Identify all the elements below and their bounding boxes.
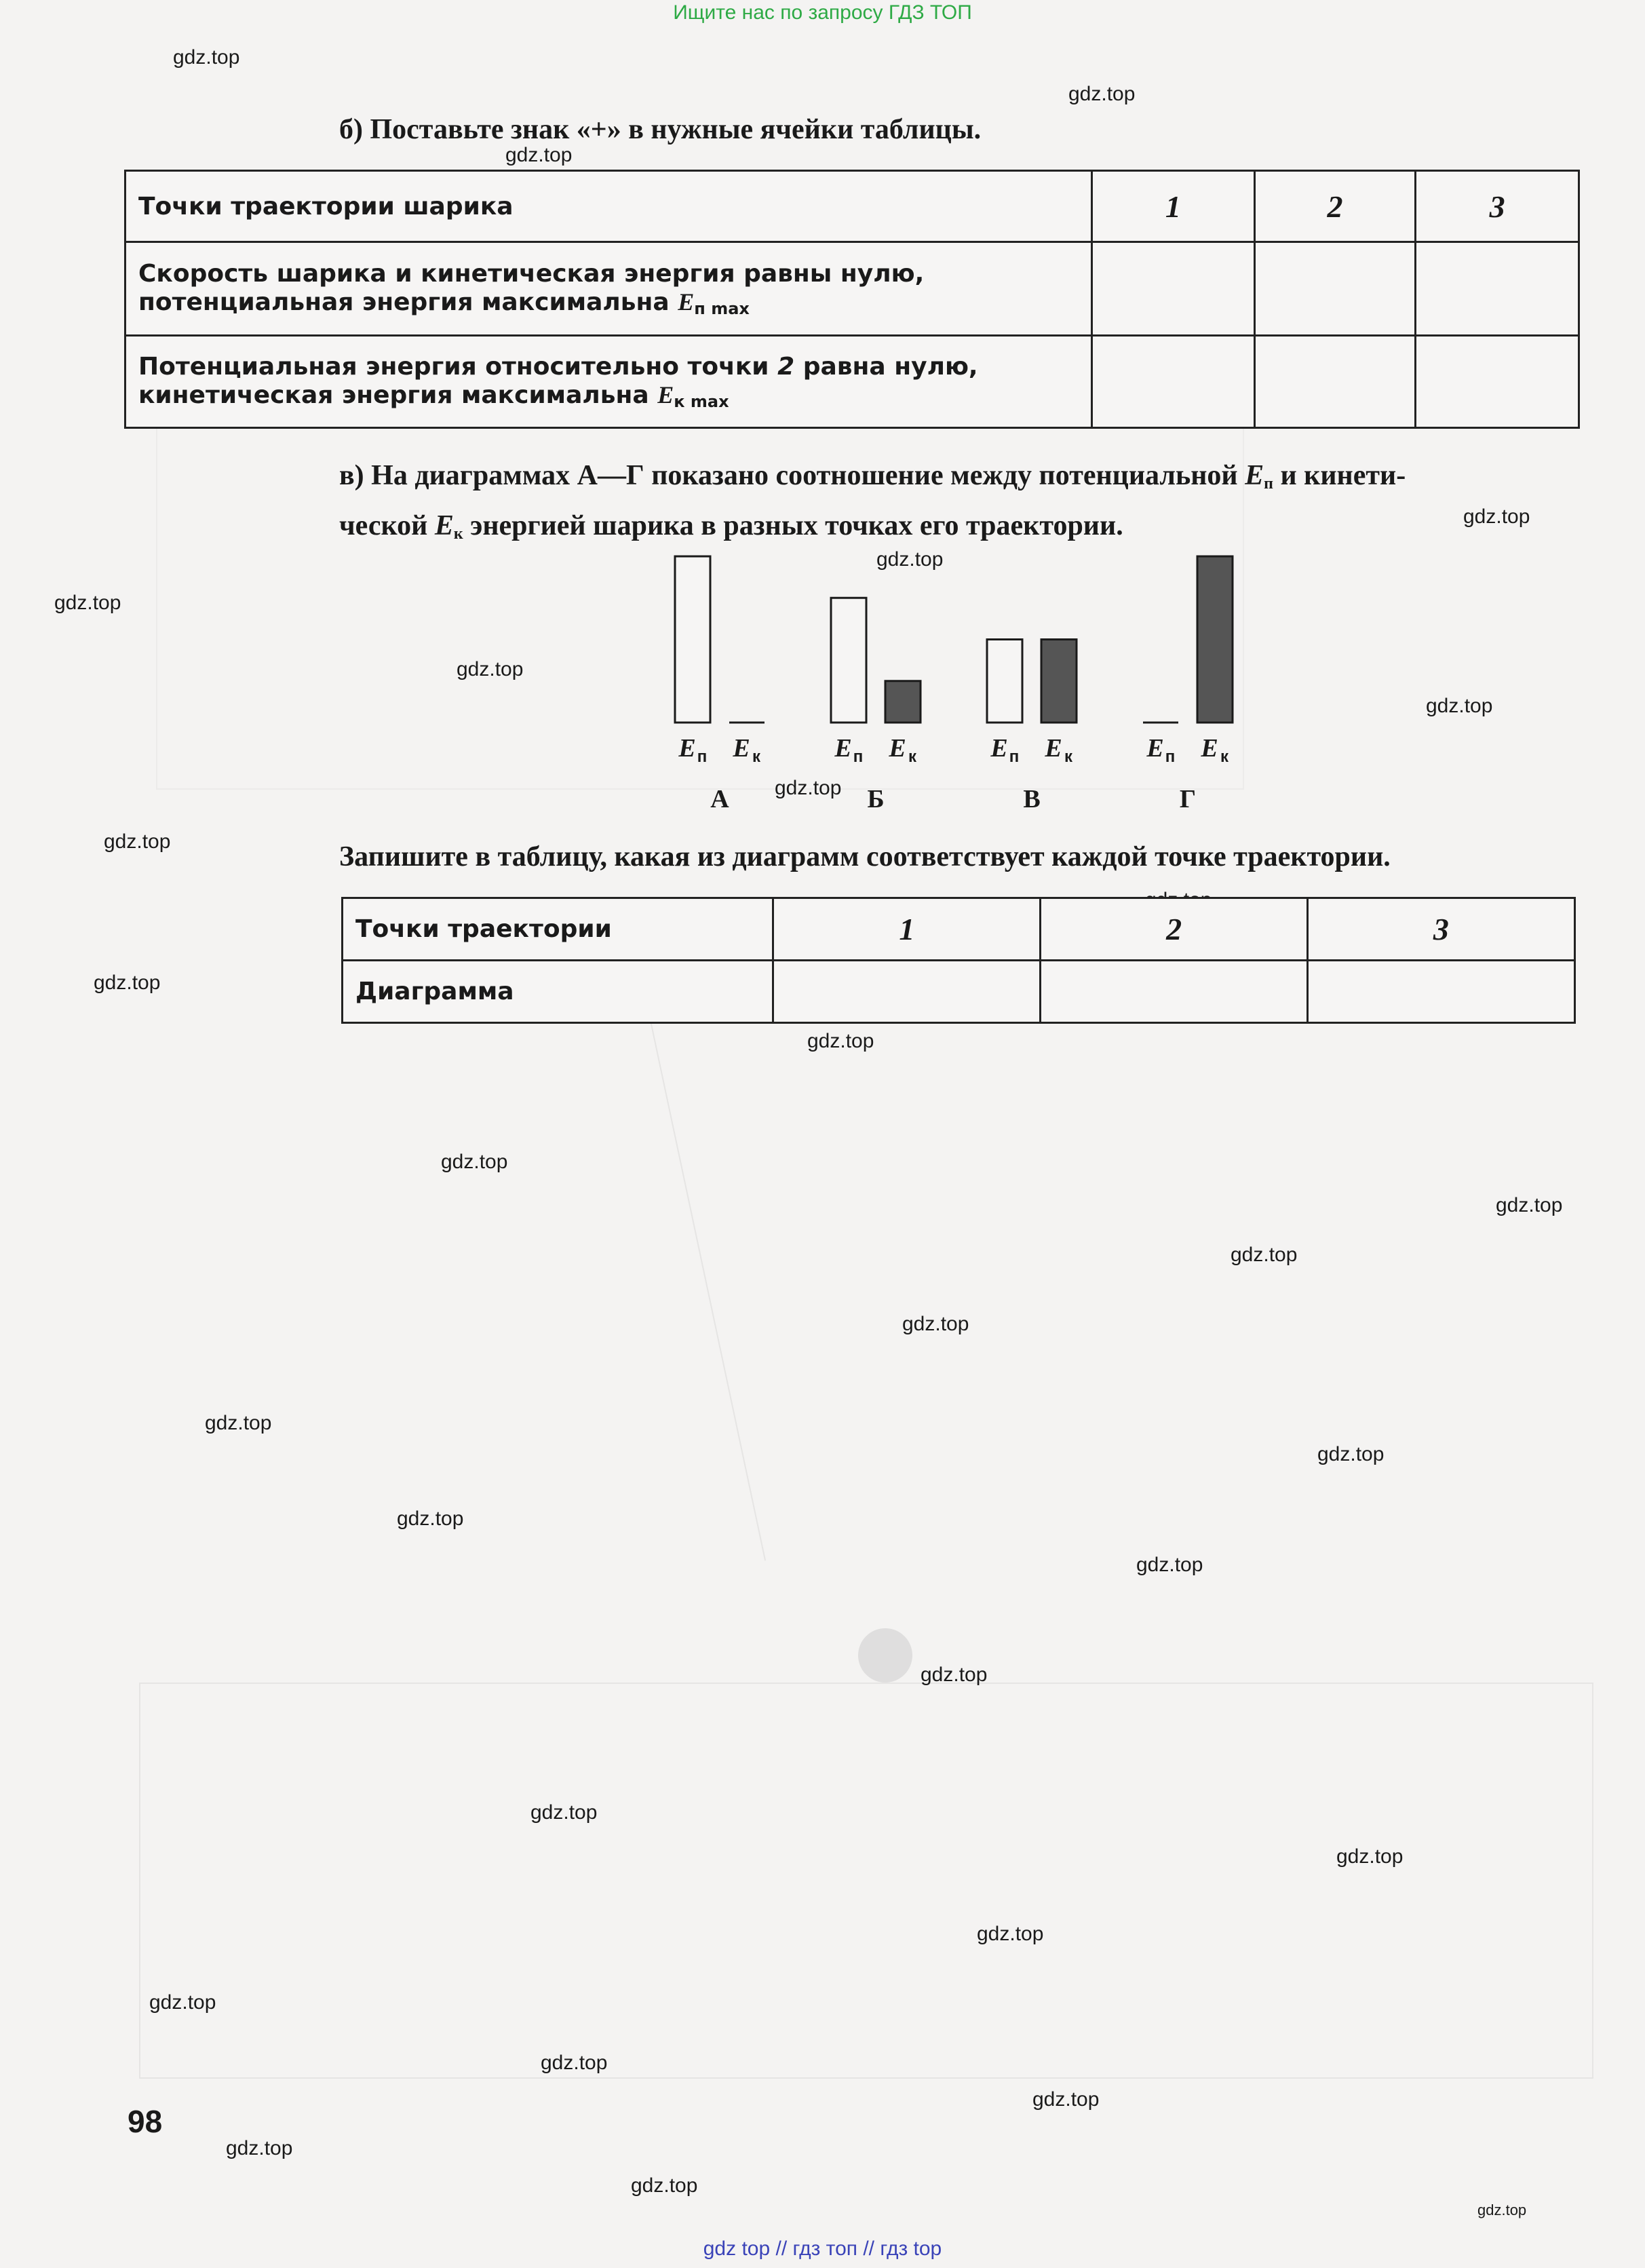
bar-ek-1 (885, 681, 921, 723)
bottom-banner[interactable]: gdz top // гдз топ // гдз top (703, 2237, 942, 2260)
diagram-table-point-2: 2 (1041, 898, 1307, 961)
watermark: gdz.top (1463, 505, 1530, 528)
bar-label-sub-ep-3: п (1165, 748, 1176, 766)
watermark: gdz.top (94, 972, 161, 994)
answer-cell-row1-point3[interactable] (1416, 242, 1579, 336)
watermark: gdz.top (441, 1151, 508, 1173)
row1-line1: Скорость шарика и кинетическая энергия равны нулю, (138, 259, 925, 288)
watermark: gdz.top (1317, 1443, 1385, 1465)
row2-line2: кинетическая энергия максимальна $E_{к max}$ (138, 381, 729, 411)
watermark: gdz.top (541, 2052, 608, 2074)
diagram-table-point-3: 3 (1307, 898, 1574, 961)
bleed-table (139, 1683, 1593, 2079)
answer-cell-row1-point1[interactable] (1092, 242, 1255, 336)
diagram-answer-point2[interactable] (1041, 961, 1307, 1023)
answer-cell-row2-point2[interactable] (1254, 336, 1416, 428)
section-b-heading: б) Поставьте знак «+» в нужные ячейки таблицы. (339, 114, 982, 145)
bar-label-ek-1: E (889, 734, 906, 763)
energy-table-header-row (125, 171, 1579, 242)
energy-table-point-1: 1 (1092, 171, 1255, 242)
watermark: gdz.top (530, 1801, 598, 1824)
table2-instruction: Запишите в таблицу, какая из диаграмм соответствует каждой точке траектории. (339, 841, 1391, 872)
diagram-category-label: Б (867, 785, 885, 813)
watermark: gdz.top (457, 658, 524, 680)
energy-table-point-2: 2 (1254, 171, 1416, 242)
energy-table-point-3: 3 (1416, 171, 1579, 242)
bar-label-sub-ek-2: к (1064, 748, 1073, 766)
row2-line1: Потенциальная энергия относительно точки 2 равна нулю, (138, 352, 978, 381)
energy-table-row2-label (125, 336, 1092, 428)
watermark: gdz.top (1068, 83, 1136, 105)
top-banner[interactable]: Ищите нас по запросу ГДЗ ТОП (673, 1, 972, 24)
diagram-answer-point1[interactable] (773, 961, 1041, 1023)
watermark: gdz.top (397, 1507, 464, 1530)
answer-cell-row2-point3[interactable] (1416, 336, 1579, 428)
section-v-line1: в) На диаграммах А—Г показано соотношение между потенциальной $E_п$ и кинети- (339, 460, 1406, 493)
watermark: gdz.top (149, 1991, 216, 2014)
watermark: gdz.top (1426, 695, 1493, 717)
bar-label-sub-ek-3: к (1220, 748, 1229, 766)
bar-label-sub-ep-2: п (1009, 748, 1020, 766)
watermark: gdz.top (54, 592, 121, 614)
watermark: gdz.top (1032, 2088, 1100, 2111)
watermark: gdz.top (902, 1313, 969, 1335)
bar-label-sub-ek-0: к (752, 748, 761, 766)
watermark: gdz.top (1496, 1194, 1563, 1216)
bar-label-sub-ep-0: п (697, 748, 708, 766)
bar-ep-1 (831, 598, 866, 723)
watermark: gdz.top (205, 1412, 272, 1434)
bar-ep-2 (987, 640, 1022, 723)
watermark: gdz.top (631, 2174, 698, 2197)
watermark: gdz.top (1477, 2202, 1527, 2218)
watermark: gdz.top (775, 777, 842, 799)
energy-table-row1-label (125, 242, 1092, 336)
diagram-table-header-label: Точки траектории (343, 898, 773, 961)
bar-ek-3 (1197, 556, 1233, 723)
energy-table (124, 170, 1580, 429)
watermark: gdz.top (977, 1923, 1044, 1945)
energy-diagrams-chart (651, 529, 1275, 828)
diagram-table-row-label: Диаграмма (343, 961, 773, 1023)
bar-label-ep-0: E (678, 734, 696, 763)
watermark: gdz.top (1231, 1244, 1298, 1266)
bar-ek-2 (1041, 640, 1077, 723)
bar-label-sub-ep-1: п (853, 748, 864, 766)
diagram-category-label: А (710, 785, 729, 813)
watermark: gdz.top (1336, 1845, 1404, 1868)
bleed-pendulum (638, 963, 766, 1561)
bar-label-ek-0: E (733, 734, 750, 763)
answer-cell-row1-point2[interactable] (1254, 242, 1416, 336)
bar-label-ek-3: E (1201, 734, 1218, 763)
watermark: gdz.top (173, 46, 240, 69)
watermark: gdz.top (505, 144, 573, 166)
watermark: gdz.top (226, 2137, 293, 2159)
row1-line2: потенциальная энергия максимальна $E_{п max}$ (138, 288, 750, 318)
diagram-table-row (343, 961, 1575, 1023)
diagram-category-label: Г (1179, 785, 1197, 813)
watermark: gdz.top (876, 548, 944, 571)
page-number: 98 (128, 2104, 163, 2139)
bar-label-sub-ek-1: к (908, 748, 917, 766)
watermark: gdz.top (1136, 1554, 1203, 1576)
diagram-table-point-1: 1 (773, 898, 1041, 961)
watermark: gdz.top (807, 1030, 874, 1052)
bar-label-ep-3: E (1146, 734, 1164, 763)
diagram-answer-point3[interactable] (1307, 961, 1574, 1023)
answer-cell-row2-point1[interactable] (1092, 336, 1255, 428)
watermark: gdz.top (921, 1664, 988, 1686)
bar-label-ek-2: E (1045, 734, 1062, 763)
bleed-ball (858, 1628, 912, 1683)
diagram-table-header-row (343, 898, 1575, 961)
watermark: gdz.top (104, 830, 171, 853)
diagram-category-label: В (1023, 785, 1041, 813)
diagram-table (341, 897, 1576, 1024)
section-v-line2: ческой $E_к$ энергией шарика в разных точках его траектории. (339, 510, 1123, 543)
energy-table-header-label: Точки траектории шарика (125, 171, 1092, 242)
bar-label-ep-2: E (990, 734, 1008, 763)
energy-table-row-max-kinetic (125, 336, 1579, 428)
energy-table-row-max-potential (125, 242, 1579, 336)
bar-ep-0 (675, 556, 710, 723)
bar-label-ep-1: E (834, 734, 852, 763)
